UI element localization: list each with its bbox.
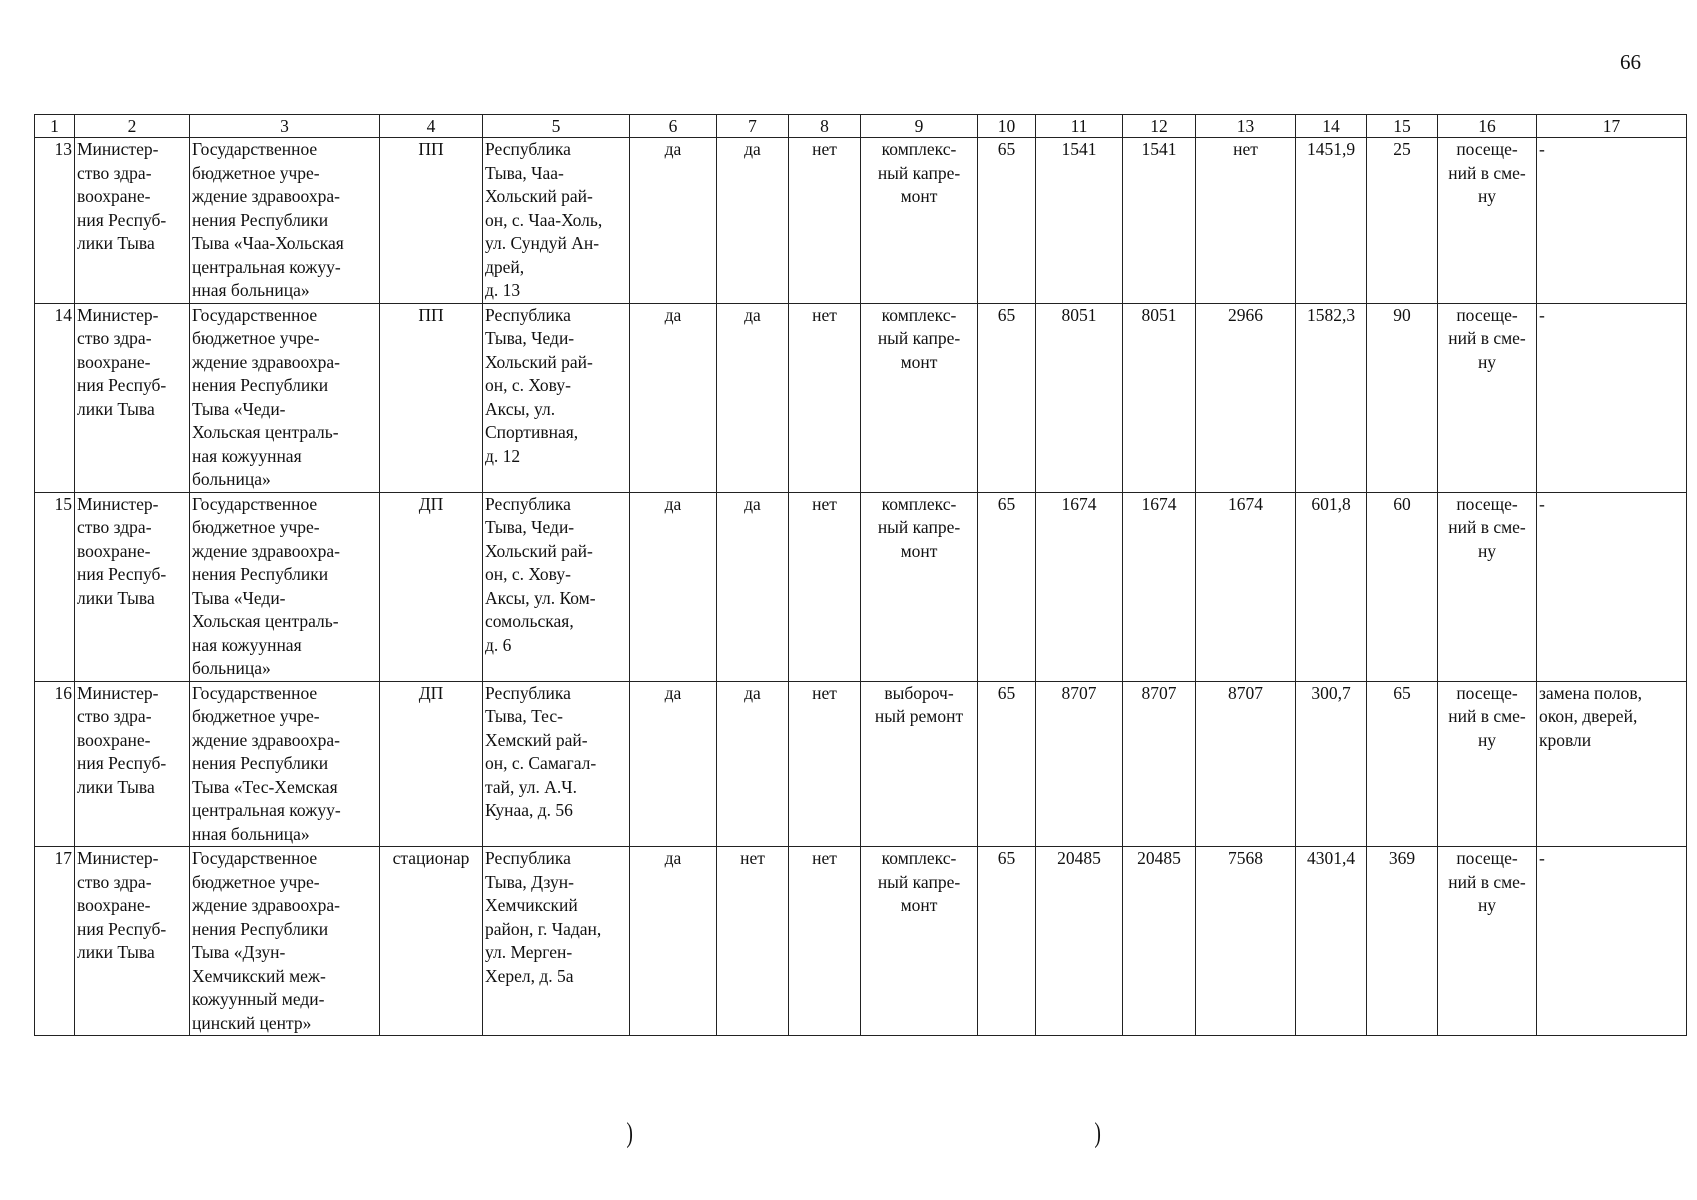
row-number-cell: 14 <box>35 303 75 492</box>
page-number: 66 <box>1620 50 1641 74</box>
repair-type-cell: комплекс- ный капре- монт <box>861 492 978 681</box>
work-description-cell: - <box>1537 492 1687 681</box>
table-row <box>35 138 1687 304</box>
ministry-cell: Министер- ство здра- воохране- ния Респуб- лики Тыва <box>75 138 190 304</box>
col-6-cell: да <box>630 681 717 847</box>
col-15-cell: 25 <box>1367 138 1438 304</box>
column-number-cell: 10 <box>978 115 1036 138</box>
column-number-cell: 1 <box>35 115 75 138</box>
column-number-cell: 4 <box>380 115 483 138</box>
column-number-cell: 14 <box>1296 115 1367 138</box>
column-number-cell: 12 <box>1123 115 1196 138</box>
col-8-cell: нет <box>789 138 861 304</box>
column-number-row <box>35 115 1687 138</box>
col-8-cell: нет <box>789 847 861 1036</box>
table-row <box>35 681 1687 847</box>
column-number-cell: 13 <box>1196 115 1296 138</box>
col-8-cell: нет <box>789 303 861 492</box>
col-7-cell: да <box>717 681 789 847</box>
row-number-cell: 15 <box>35 492 75 681</box>
col-10-cell: 65 <box>978 303 1036 492</box>
row-number-cell: 17 <box>35 847 75 1036</box>
ministry-cell: Министер- ство здра- воохране- ния Респуб- лики Тыва <box>75 492 190 681</box>
col-11-cell: 1674 <box>1036 492 1123 681</box>
col-12-cell: 8707 <box>1123 681 1196 847</box>
repair-type-cell: комплекс- ный капре- монт <box>861 303 978 492</box>
col-10-cell: 65 <box>978 492 1036 681</box>
table-row <box>35 847 1687 1036</box>
row-number-cell: 13 <box>35 138 75 304</box>
column-number-cell: 7 <box>717 115 789 138</box>
work-description-cell: - <box>1537 847 1687 1036</box>
col-13-cell: 8707 <box>1196 681 1296 847</box>
capacity-unit-cell: посеще- ний в сме- ну <box>1438 138 1537 304</box>
column-number-cell: 5 <box>483 115 630 138</box>
institution-cell: Государственное бюджетное учре- ждение здравоохра- нения Республики Тыва «Чеди- Хольская централь- ная кожуунная больница» <box>190 303 380 492</box>
col-13-cell: 1674 <box>1196 492 1296 681</box>
col-6-cell: да <box>630 303 717 492</box>
institution-cell: Государственное бюджетное учре- ждение здравоохра- нения Республики Тыва «Тес-Хемская центральная кожуу- нная больница» <box>190 681 380 847</box>
ministry-cell: Министер- ство здра- воохране- ния Респуб- лики Тыва <box>75 681 190 847</box>
col-15-cell: 90 <box>1367 303 1438 492</box>
col-12-cell: 20485 <box>1123 847 1196 1036</box>
col-6-cell: да <box>630 492 717 681</box>
ministry-cell: Министер- ство здра- воохране- ния Респуб- лики Тыва <box>75 303 190 492</box>
address-cell: Республика Тыва, Чаа- Хольский рай- он, с. Чаа-Холь, ул. Сундуй Ан- дрей, д. 13 <box>483 138 630 304</box>
column-number-cell: 16 <box>1438 115 1537 138</box>
table-row <box>35 303 1687 492</box>
column-number-cell: 15 <box>1367 115 1438 138</box>
col-7-cell: да <box>717 303 789 492</box>
handwritten-mark: ) <box>1094 1118 1101 1149</box>
repair-type-cell: комплекс- ный капре- монт <box>861 138 978 304</box>
col-7-cell: да <box>717 138 789 304</box>
col-15-cell: 65 <box>1367 681 1438 847</box>
col-14-cell: 601,8 <box>1296 492 1367 681</box>
col-14-cell: 300,7 <box>1296 681 1367 847</box>
address-cell: Республика Тыва, Тес- Хемский рай- он, с. Самагал- тай, ул. А.Ч. Кунаа, д. 56 <box>483 681 630 847</box>
col-10-cell: 65 <box>978 847 1036 1036</box>
address-cell: Республика Тыва, Чеди- Хольский рай- он, с. Хову- Аксы, ул. Спортивная, д. 12 <box>483 303 630 492</box>
col-8-cell: нет <box>789 492 861 681</box>
col-13-cell: 7568 <box>1196 847 1296 1036</box>
col-10-cell: 65 <box>978 681 1036 847</box>
address-cell: Республика Тыва, Чеди- Хольский рай- он, с. Хову- Аксы, ул. Ком- сомольская, д. 6 <box>483 492 630 681</box>
col-11-cell: 8707 <box>1036 681 1123 847</box>
col-14-cell: 1451,9 <box>1296 138 1367 304</box>
institution-cell: Государственное бюджетное учре- ждение здравоохра- нения Республики Тыва «Чеди- Хольская централь- ная кожуунная больница» <box>190 492 380 681</box>
facility-type-cell: ДП <box>380 681 483 847</box>
repair-objects-table <box>34 114 1687 1036</box>
col-12-cell: 8051 <box>1123 303 1196 492</box>
facility-type-cell: ПП <box>380 138 483 304</box>
column-number-cell: 2 <box>75 115 190 138</box>
capacity-unit-cell: посеще- ний в сме- ну <box>1438 681 1537 847</box>
column-number-cell: 3 <box>190 115 380 138</box>
col-7-cell: нет <box>717 847 789 1036</box>
ministry-cell: Министер- ство здра- воохране- ния Респуб- лики Тыва <box>75 847 190 1036</box>
col-13-cell: нет <box>1196 138 1296 304</box>
capacity-unit-cell: посеще- ний в сме- ну <box>1438 492 1537 681</box>
col-14-cell: 4301,4 <box>1296 847 1367 1036</box>
facility-type-cell: ПП <box>380 303 483 492</box>
repair-type-cell: выбороч- ный ремонт <box>861 681 978 847</box>
column-number-cell: 11 <box>1036 115 1123 138</box>
col-15-cell: 369 <box>1367 847 1438 1036</box>
col-7-cell: да <box>717 492 789 681</box>
col-8-cell: нет <box>789 681 861 847</box>
col-12-cell: 1674 <box>1123 492 1196 681</box>
capacity-unit-cell: посеще- ний в сме- ну <box>1438 847 1537 1036</box>
column-number-cell: 9 <box>861 115 978 138</box>
col-11-cell: 20485 <box>1036 847 1123 1036</box>
facility-type-cell: стационар <box>380 847 483 1036</box>
col-14-cell: 1582,3 <box>1296 303 1367 492</box>
col-11-cell: 1541 <box>1036 138 1123 304</box>
col-15-cell: 60 <box>1367 492 1438 681</box>
facility-type-cell: ДП <box>380 492 483 681</box>
column-number-cell: 17 <box>1537 115 1687 138</box>
table-row <box>35 492 1687 681</box>
work-description-cell: - <box>1537 303 1687 492</box>
institution-cell: Государственное бюджетное учре- ждение здравоохра- нения Республики Тыва «Чаа-Хольская центральная кожуу- нная больница» <box>190 138 380 304</box>
capacity-unit-cell: посеще- ний в сме- ну <box>1438 303 1537 492</box>
handwritten-mark: ) <box>626 1118 633 1149</box>
work-description-cell: замена полов, окон, дверей, кровли <box>1537 681 1687 847</box>
column-number-cell: 8 <box>789 115 861 138</box>
institution-cell: Государственное бюджетное учре- ждение здравоохра- нения Республики Тыва «Дзун- Хемчикский меж- кожуунный меди- цинский центр» <box>190 847 380 1036</box>
col-6-cell: да <box>630 138 717 304</box>
col-6-cell: да <box>630 847 717 1036</box>
col-13-cell: 2966 <box>1196 303 1296 492</box>
repair-type-cell: комплекс- ный капре- монт <box>861 847 978 1036</box>
col-12-cell: 1541 <box>1123 138 1196 304</box>
column-number-cell: 6 <box>630 115 717 138</box>
col-11-cell: 8051 <box>1036 303 1123 492</box>
row-number-cell: 16 <box>35 681 75 847</box>
address-cell: Республика Тыва, Дзун- Хемчикский район, г. Чадан, ул. Мерген- Херел, д. 5а <box>483 847 630 1036</box>
col-10-cell: 65 <box>978 138 1036 304</box>
work-description-cell: - <box>1537 138 1687 304</box>
